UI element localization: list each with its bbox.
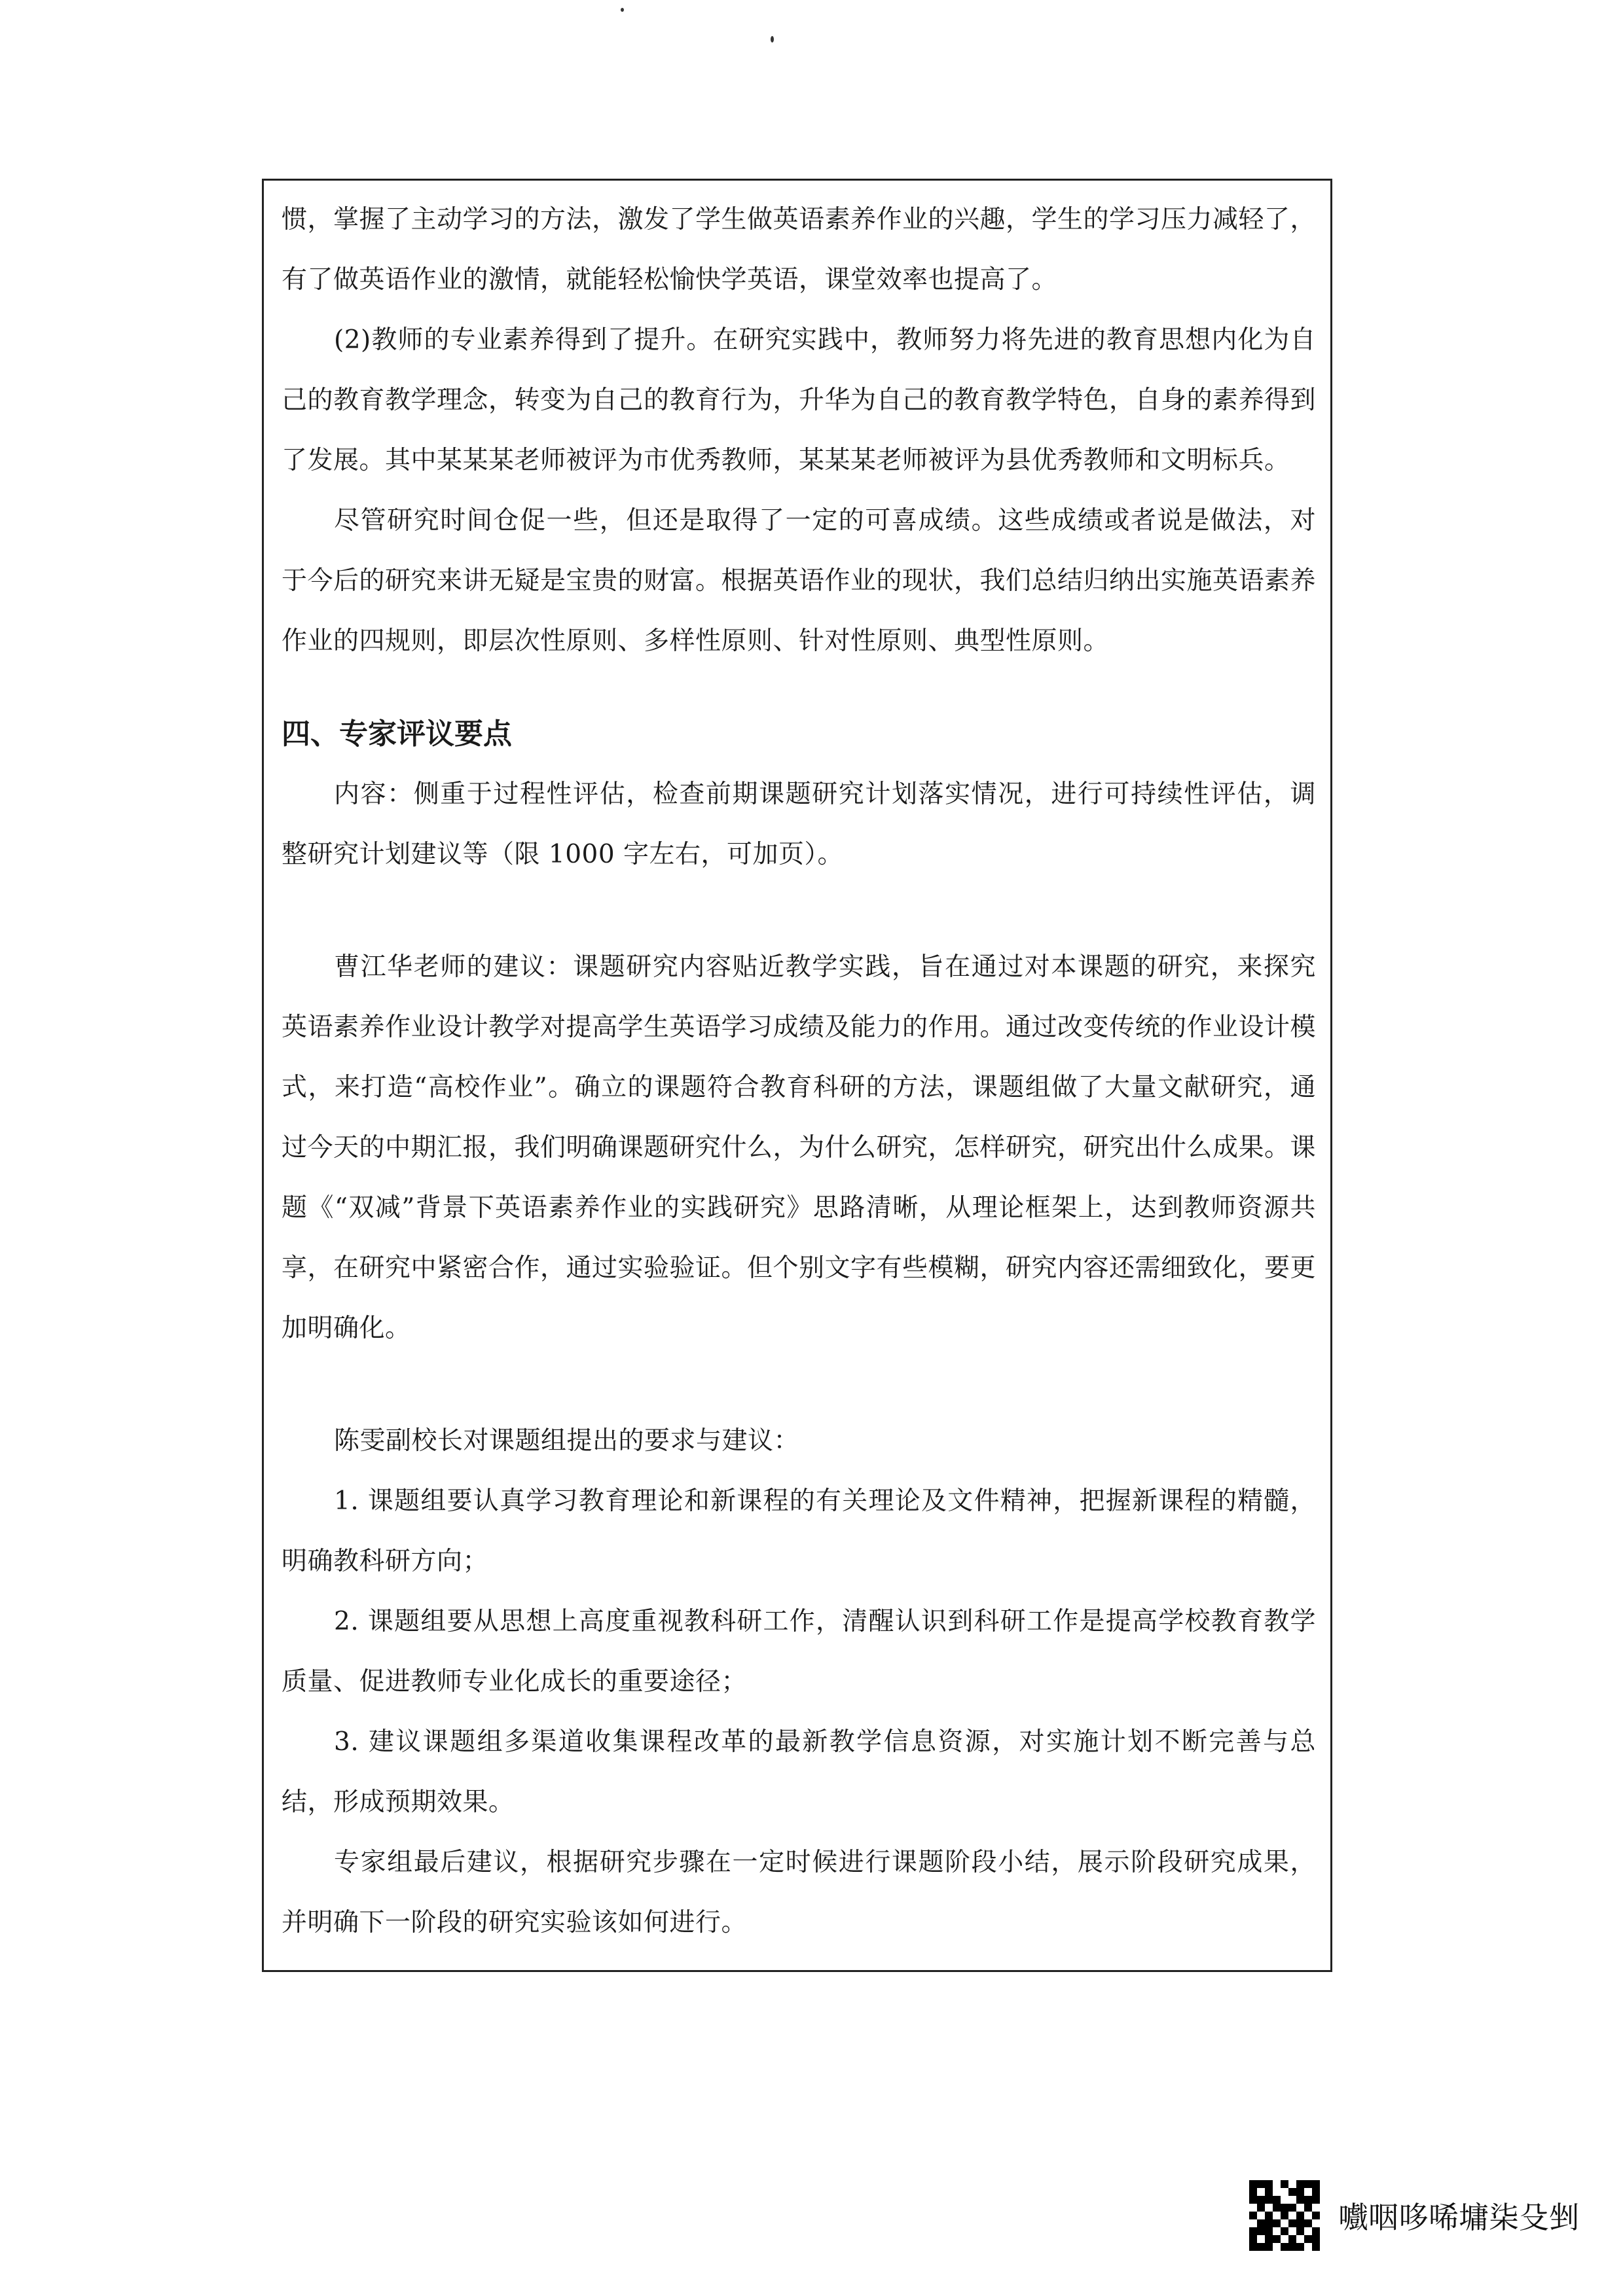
- expert-comment-chen-intro: 陈雯副校长对课题组提出的要求与建议：: [334, 1426, 800, 1456]
- scan-speck: [621, 8, 624, 12]
- paragraph-student-outcome: 惯，掌握了主动学习的方法，激发了学生做英语素养作业的兴趣，学生的学习压力减轻了，有了做英语作业的激情，就能轻松愉快学英语，课堂效率也提高了。: [282, 205, 1317, 295]
- suggestion-item-3: 3. 建议课题组多渠道收集课程改革的最新教学信息资源，对实施计划不断完善与总结，形成预期效果。: [282, 1727, 1316, 1817]
- qr-code-icon: [1249, 2180, 1320, 2251]
- section-title-expert-review: 四、专家评议要点: [282, 717, 512, 751]
- expert-comment-cao: 曹江华老师的建议：课题研究内容贴近教学实践，旨在通过对本课题的研究，来探究英语素养作业设计教学对提高学生英语学习成绩及能力的作用。通过改变传统的作业设计模式，来打造“高校作业”。确立的课题符合教育科研的方法，课题组做了大量文献研究，通过今天的中期汇报，我们明确课题研究什么，为什么研究，怎样研究，研究出什么成果。课题《“双减”背景下英语素养作业的实践研究》思路清晰，从理论框架上，达到教师资源共享，在研究中紧密合作，通过实验验证。但个别文字有些模糊，研究内容还需细致化，要更加明确化。: [282, 952, 1317, 1343]
- suggestion-item-2: 2. 课题组要从思想上高度重视教科研工作，清醒认识到科研工作是提高学校教育教学质量、促进教师专业化成长的重要途径；: [282, 1607, 1316, 1696]
- paragraph-summary-rules: 尽管研究时间仓促一些，但还是取得了一定的可喜成绩。这些成绩或者说是做法，对于今后的研究来讲无疑是宝贵的财富。根据英语作业的现状，我们总结归纳出实施英语素养作业的四规则，即层次性原则、多样性原则、针对性原则、典型性原则。: [282, 506, 1317, 656]
- suggestion-item-1: 1. 课题组要认真学习教育理论和新课程的有关理论及文件精神，把握新课程的精髓，明确教科研方向；: [282, 1486, 1316, 1576]
- scan-watermark: [1249, 2179, 1579, 2251]
- section-intro: 内容：侧重于过程性评估，检查前期课题研究计划落实情况，进行可持续性评估，调整研究计划建议等（限 1000 字左右，可加页）。: [282, 780, 1316, 869]
- watermark-text: 嚱咽哆唏墉柒殳剉: [1338, 2200, 1579, 2235]
- paragraph-teacher-growth: (2)教师的专业素养得到了提升。在研究实践中，教师努力将先进的教育思想内化为自己的教育教学理念，转变为自己的教育行为，升华为自己的教育教学特色，自身的素养得到了发展。其中某某某老师被评为市优秀教师，某某某老师被评为县优秀教师和文明标兵。: [282, 325, 1317, 475]
- scan-speck: [771, 36, 774, 43]
- closing-paragraph: 专家组最后建议，根据研究步骤在一定时候进行课题阶段小结，展示阶段研究成果，并明确下一阶段的研究实验该如何进行。: [282, 1848, 1316, 1937]
- document-body: [282, 190, 1316, 1953]
